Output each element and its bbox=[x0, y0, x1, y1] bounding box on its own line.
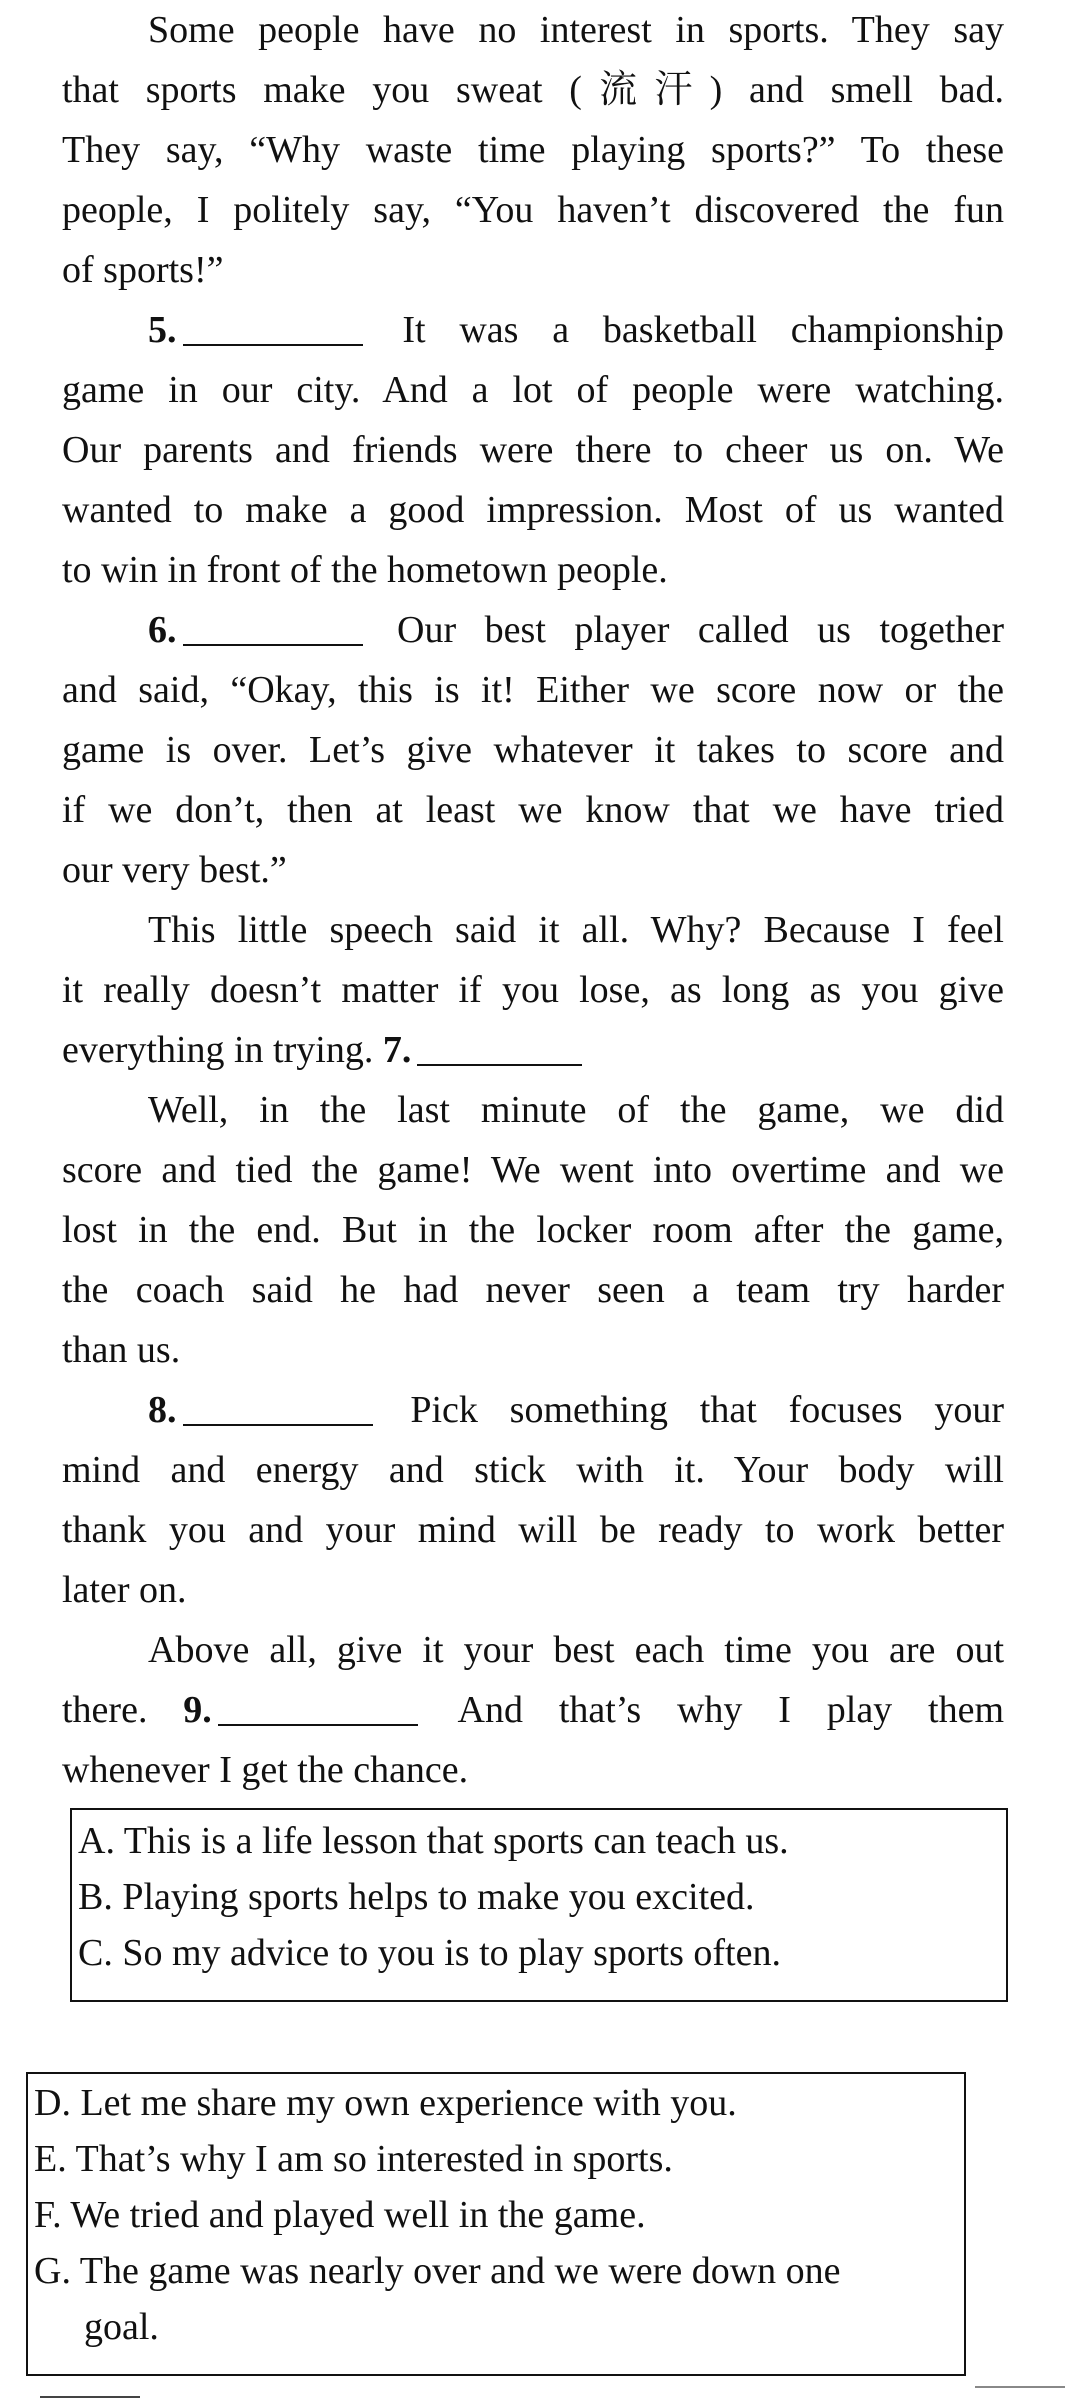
passage-line: than us. bbox=[62, 1329, 181, 1371]
question-5-line bbox=[148, 300, 1004, 360]
passage-line: game in our city. And a lot of people were watching. bbox=[62, 369, 1004, 411]
passage-text: And that’s why I play them bbox=[457, 1689, 1005, 1731]
answer-blank-8[interactable] bbox=[183, 1384, 373, 1426]
passage-line: to win in front of the hometown people. bbox=[62, 549, 668, 591]
passage-line: Some people have no interest in sports. They say bbox=[148, 9, 1004, 51]
passage-line: Above all, give it your best each time you are out bbox=[148, 1629, 1004, 1671]
passage-line: thank you and your mind will be ready to work better bbox=[62, 1509, 1004, 1551]
passage-text: everything in trying. bbox=[62, 1029, 374, 1071]
passage-line: later on. bbox=[62, 1569, 187, 1611]
question-9-line bbox=[62, 1680, 1004, 1740]
passage-line: the coach said he had never seen a team try harder bbox=[62, 1269, 1004, 1311]
option-a: A. This is a life lesson that sports can teach us. bbox=[78, 1820, 789, 1862]
passage-line: it really doesn’t matter if you lose, as long as you give bbox=[62, 969, 1004, 1011]
option-g-continuation: goal. bbox=[84, 2306, 159, 2348]
answer-blank-6[interactable] bbox=[183, 604, 363, 646]
passage-line: if we don’t, then at least we know that we have tried bbox=[62, 789, 1004, 831]
option-c: C. So my advice to you is to play sports often. bbox=[78, 1932, 781, 1974]
passage-line: Well, in the last minute of the game, we did bbox=[148, 1089, 1004, 1131]
option-g: G. The game was nearly over and we were down one bbox=[34, 2250, 841, 2292]
question-number: 7. bbox=[382, 1029, 412, 1071]
passage-text: Our best player called us together bbox=[397, 609, 1004, 651]
passage-line: score and tied the game! We went into overtime and we bbox=[62, 1149, 1004, 1191]
passage-line: This little speech said it all. Why? Because I feel bbox=[148, 909, 1004, 951]
passage-line: game is over. Let’s give whatever it takes to score and bbox=[62, 729, 1004, 771]
question-7-line bbox=[62, 1020, 1004, 1080]
passage-line: wanted to make a good impression. Most of us wanted bbox=[62, 489, 1004, 531]
passage-line: our very best.” bbox=[62, 849, 287, 891]
option-d: D. Let me share my own experience with you. bbox=[34, 2082, 737, 2124]
question-number: 8. bbox=[148, 1389, 177, 1431]
option-f: F. We tried and played well in the game. bbox=[34, 2194, 646, 2236]
question-6-line bbox=[148, 600, 1004, 660]
option-e: E. That’s why I am so interested in sports. bbox=[34, 2138, 673, 2180]
option-b: B. Playing sports helps to make you excited. bbox=[78, 1876, 755, 1918]
answer-blank-7[interactable] bbox=[417, 1024, 582, 1066]
passage-line: They say, “Why waste time playing sports?” To these bbox=[62, 129, 1004, 171]
passage-text: Pick something that focuses your bbox=[410, 1389, 1005, 1431]
scan-edge-line bbox=[40, 2396, 140, 2398]
passage-line: and said, “Okay, this is it! Either we score now or the bbox=[62, 669, 1004, 711]
question-8-line bbox=[148, 1380, 1004, 1440]
passage-text: It was a basketball championship bbox=[402, 309, 1004, 351]
question-number: 5. bbox=[148, 309, 177, 351]
passage-line: Our parents and friends were there to cheer us on. We bbox=[62, 429, 1004, 471]
options-box-abc bbox=[70, 1808, 1008, 2002]
passage-line: mind and energy and stick with it. Your body will bbox=[62, 1449, 1004, 1491]
passage-line: that sports make you sweat (流汗) and smell bad. bbox=[62, 69, 1004, 111]
scan-edge-line bbox=[975, 2386, 1065, 2388]
passage-line: whenever I get the chance. bbox=[62, 1749, 469, 1791]
question-number: 6. bbox=[148, 609, 177, 651]
question-number: 9. bbox=[183, 1689, 212, 1731]
passage-line: lost in the end. But in the locker room after the game, bbox=[62, 1209, 1004, 1251]
passage-line: people, I politely say, “You haven’t discovered the fun bbox=[62, 189, 1004, 231]
options-box-defg bbox=[26, 2072, 966, 2376]
passage-text: there. bbox=[62, 1689, 148, 1731]
passage-line: of sports!” bbox=[62, 249, 224, 291]
answer-blank-9[interactable] bbox=[218, 1684, 418, 1726]
answer-blank-5[interactable] bbox=[183, 304, 363, 346]
